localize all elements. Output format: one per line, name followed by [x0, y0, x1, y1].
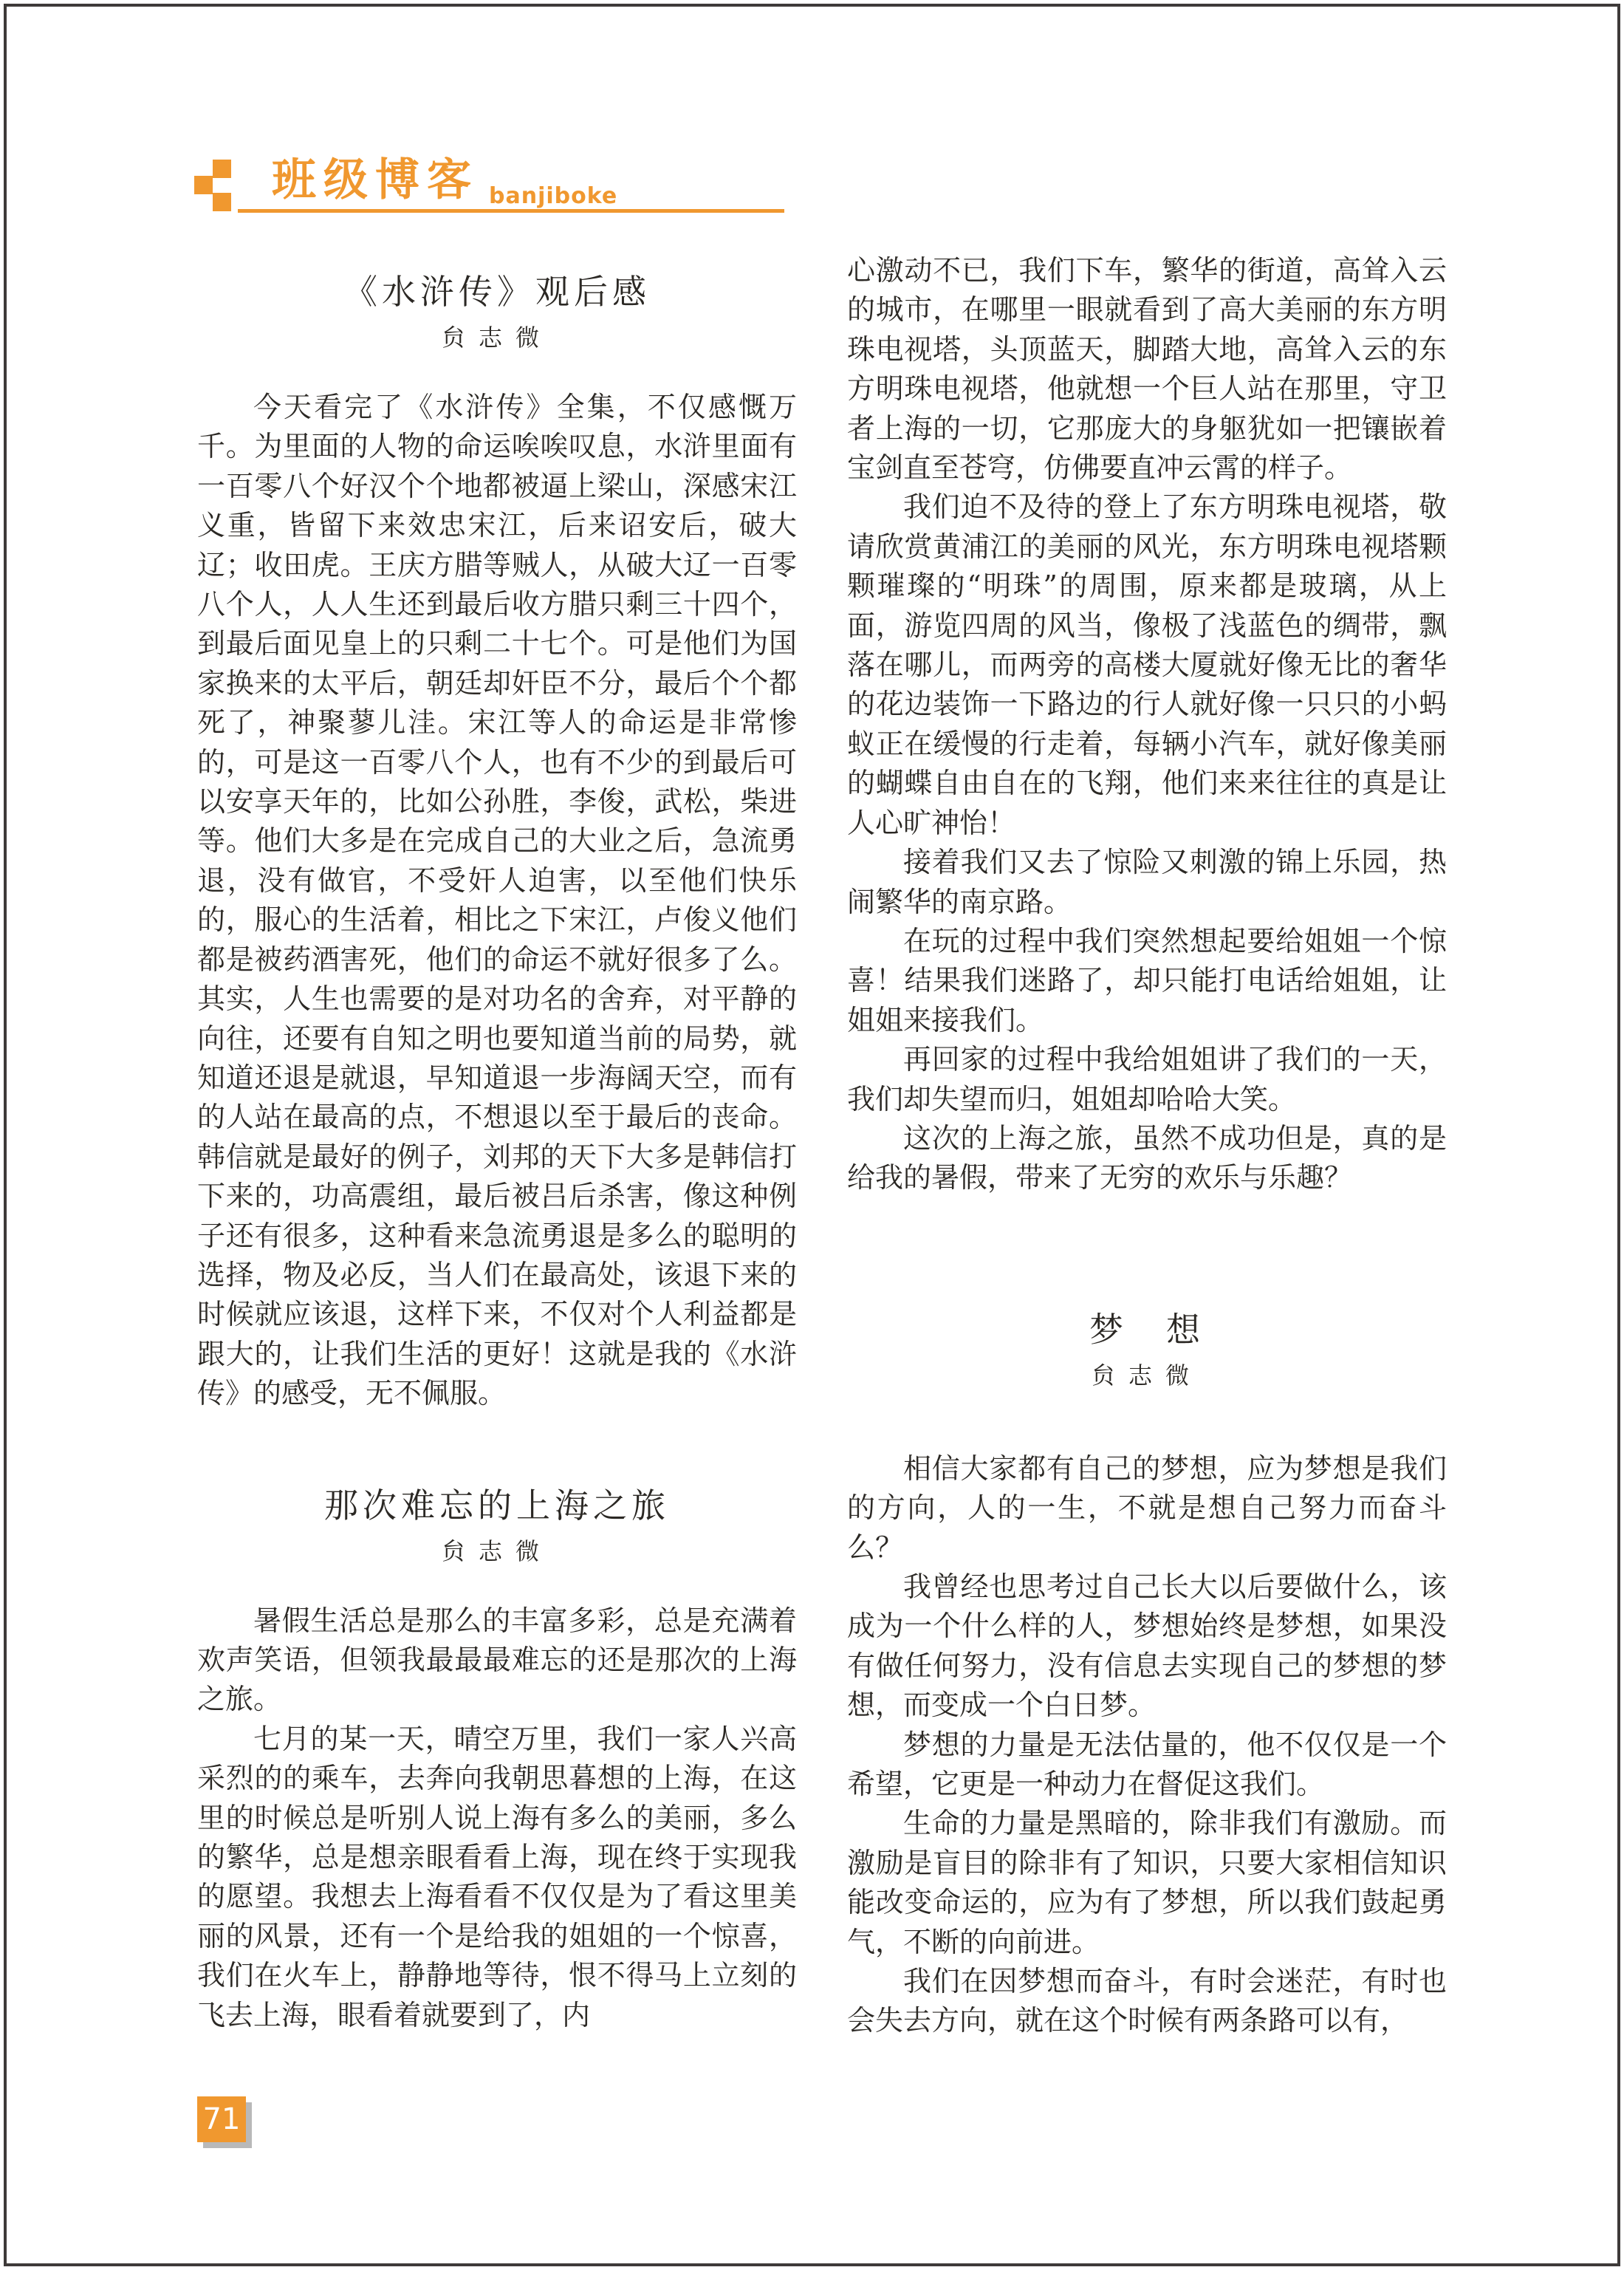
paragraph: 今天看完了《水浒传》全集，不仅感慨万千。为里面的人物的命运唉唉叹息，水浒里面有一百零八个好汉个个地都被逼上梁山，深感宋江义重，皆留下来效忠宋江，后来诏安后，破大辽；收田虎。王庆方腊等贼人，从破大辽一百零八个人，人人生还到最后收方腊只剩三十四个，到最后面见皇上的只剩二十七个。可是他们为国家换来的太平后，朝廷却奸臣不分，最后个个都死了，神聚蓼儿洼。宋江等人的命运是非常惨的，可是这一百零八个人，也有不少的到最后可以安享天年的，比如公孙胜，李俊，武松，柴进等。他们大多是在完成自己的大业之后，急流勇退，没有做官，不受奸人迫害，以至他们快乐的，服心的生活着，相比之下宋江，卢俊义他们都是被药酒害死，他们的命运不就好很多了么。其实，人生也需要的是对功名的舍弃，对平静的向往，还要有自知之明也要知道当前的局势，就知道还退是就退，早知道退一步海阔天空，而有的人站在最高的点，不想退以至于最后的丧命。韩信就是最好的例子，刘邦的天下大多是韩信打下来的，功高震组，最后被吕后杀害，像这种例子还有很多，这种看来急流勇退是多么的聪明的选择，物及必反，当人们在最高处，该退下来的时候就应该退，这样下来，不仅对个人利益都是跟大的，让我们生活的更好！这就是我的《水浒传》的感受，无不佩服。 — [197, 391, 797, 1410]
left-column — [197, 262, 797, 2116]
paragraph: 七月的某一天，晴空万里，我们一家人兴高采烈的的乘车，去奔向我朝思暮想的上海，在这里的时候总是听别人说上海有多么的美丽，多么的繁华，总是想亲眼看看上海，现在终于实现我的愿望。我想去上海看看不仅仅是为了看这里美丽的风景，还有一个是给我的姐姐的一个惊喜，我们在火车上，静静地等待，恨不得马上立刻的飞去上海，眼看着就要到了，内 — [197, 1722, 797, 2031]
section-title: 班级博客 — [272, 154, 479, 206]
paragraph: 在玩的过程中我们突然想起要给姐姐一个惊喜！结果我们迷路了，却只能打电话给姐姐，让姐姐来接我们。 — [847, 924, 1447, 1036]
logo-pixel-square-icon — [213, 160, 231, 178]
article-title: 梦 想 — [1089, 1309, 1205, 1350]
logo-pixel-square-icon — [213, 193, 231, 211]
paragraph: 暑假生活总是那么的丰富多彩，总是充满着欢声笑语，但领我最最最难忘的还是那次的上海之旅。 — [197, 1604, 797, 1716]
paragraph: 这次的上海之旅，虽然不成功但是，真的是给我的暑假，带来了无穷的欢乐与乐趣？ — [847, 1121, 1447, 1194]
article-author: 贠志微 — [1091, 1361, 1202, 1389]
header-underline — [238, 209, 784, 213]
paragraph: 梦想的力量是无法估量的，他不仅仅是一个希望，它更是一种动力在督促这我们。 — [847, 1728, 1447, 1800]
paragraph: 相信大家都有自己的梦想，应为梦想是我们的方向，人的一生，不就是想自己努力而奋斗么？ — [847, 1452, 1447, 1564]
page-number-badge: 71 — [197, 2096, 246, 2142]
paragraph: 我们迫不及待的登上了东方明珠电视塔，敬请欣赏黄浦江的美丽的风光，东方明珠电视塔颗颗璀璨的“明珠”的周围，原来都是玻璃，从上面，游览四周的风当，像极了浅蓝色的绸带，飘落在哪儿，而两旁的高楼大厦就好像无比的奢华的花边装饰一下路边的行人就好像一只只的小蚂蚁正在缓慢的行走着，每辆小汽车，就好像美丽的蝴蝶自由自在的飞翔，他们来来往往的真是让人心旷神怡！ — [847, 490, 1447, 839]
article-title: 那次难忘的上海之旅 — [324, 1485, 670, 1525]
right-column — [847, 251, 1447, 2120]
article-author: 贠志微 — [441, 1536, 552, 1565]
paragraph: 我曾经也思考过自己长大以后要做什么，该成为一个什么样的人，梦想始终是梦想，如果没有做任何努力，没有信息去实现自己的梦想的梦想，而变成一个白日梦。 — [847, 1570, 1447, 1722]
paragraph: 再回家的过程中我给姐姐讲了我们的一天，我们却失望而归，姐姐却哈哈大笑。 — [847, 1043, 1447, 1115]
article-author: 贠志微 — [441, 324, 552, 352]
paragraph: 接着我们又去了惊险又刺激的锦上乐园，热闹繁华的南京路。 — [847, 846, 1447, 918]
paragraph: 我们在因梦想而奋斗，有时会迷茫，有时也会失去方向，就在这个时候有两条路可以有， — [847, 1965, 1447, 2037]
section-title-pinyin: banjiboke — [489, 183, 618, 209]
paragraph-continuation: 心激动不已，我们下车，繁华的街道，高耸入云的城市，在哪里一眼就看到了高大美丽的东方明珠电视塔，头顶蓝天，脚踏大地，高耸入云的东方明珠电视塔，他就想一个巨人站在那里，守卫者上海的一切，它那庞大的身躯犹如一把镶嵌着宝剑直至苍穹，仿佛要直冲云霄的样子。 — [847, 254, 1447, 485]
logo-pixel-square-icon — [194, 176, 213, 194]
paragraph: 生命的力量是黑暗的，除非我们有激励。而激励是盲目的除非有了知识，只要大家相信知识能改变命运的，应为有了梦想，所以我们鼓起勇气，不断的向前进。 — [847, 1807, 1447, 1958]
article-title: 《水浒传》观后感 — [343, 272, 651, 312]
